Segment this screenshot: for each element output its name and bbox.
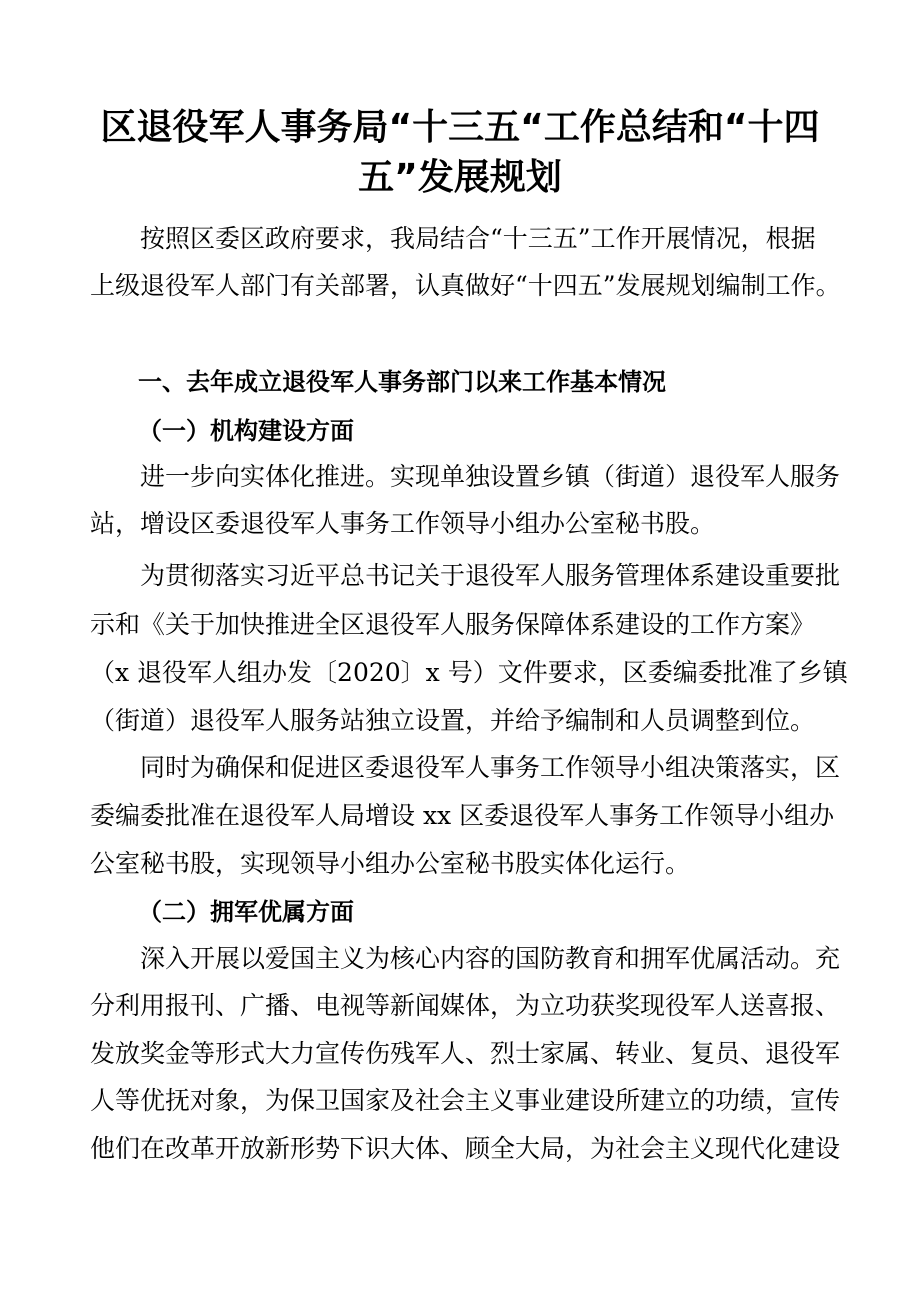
document-title-line-1: 区退役军人事务局“十三五“工作总结和“十四 [100,107,820,148]
subsection-1-heading: （一）机构建设方面 [138,417,354,445]
subsection-1-line-8: 委编委批准在退役军人局增设 xx 区委退役军人事务工作领导小组办 [90,801,835,830]
subsection-2-heading: （二）拥军优属方面 [138,898,354,926]
subsection-2-line-4: 人等优抚对象，为保卫国家及社会主义事业建设所建立的功绩，宣传 [90,1086,841,1115]
subsection-1-line-5: （x 退役军人组办发〔2020〕x 号）文件要求，区委编委批准了乡镇 [90,658,848,687]
subsection-1-line-1: 进一步向实体化推进。实现单独设置乡镇（街道）退役军人服务 [90,462,841,491]
subsection-2-line-2: 分利用报刊、广播、电视等新闻媒体，为立功获奖现役军人送喜报、 [90,991,841,1020]
subsection-2-line-3: 发放奖金等形式大力宣传伤残军人、烈士家属、转业、复员、退役军 [90,1039,841,1068]
subsection-2-line-5: 他们在改革开放新形势下识大体、顾全大局，为社会主义现代化建设 [90,1134,841,1163]
subsection-1-line-9: 公室秘书股，实现领导小组办公室秘书股实体化运行。 [90,849,691,878]
intro-paragraph-line-2: 上级退役军人部门有关部署，认真做好“十四五”发展规划编制工作。 [90,271,841,300]
section-1-heading: 一、去年成立退役军人事务部门以来工作基本情况 [138,368,666,396]
subsection-1-line-7: 同时为确保和促进区委退役军人事务工作领导小组决策落实，区 [90,753,841,782]
document-title-line-2: 五”发展规划 [358,157,562,198]
subsection-1-line-4: 示和《关于加快推进全区退役军人服务保障体系建设的工作方案》 [90,610,816,639]
subsection-1-line-6: （街道）退役军人服务站独立设置，并给予编制和人员调整到位。 [90,706,816,735]
subsection-2-line-1: 深入开展以爱国主义为核心内容的国防教育和拥军优属活动。充 [90,944,841,973]
intro-paragraph-line-1: 按照区委区政府要求，我局结合“十三五”工作开展情况，根据 [90,224,816,253]
subsection-1-line-3: 为贯彻落实习近平总书记关于退役军人服务管理体系建设重要批 [90,561,841,590]
subsection-1-line-2: 站，增设区委退役军人事务工作领导小组办公室秘书股。 [90,509,716,538]
